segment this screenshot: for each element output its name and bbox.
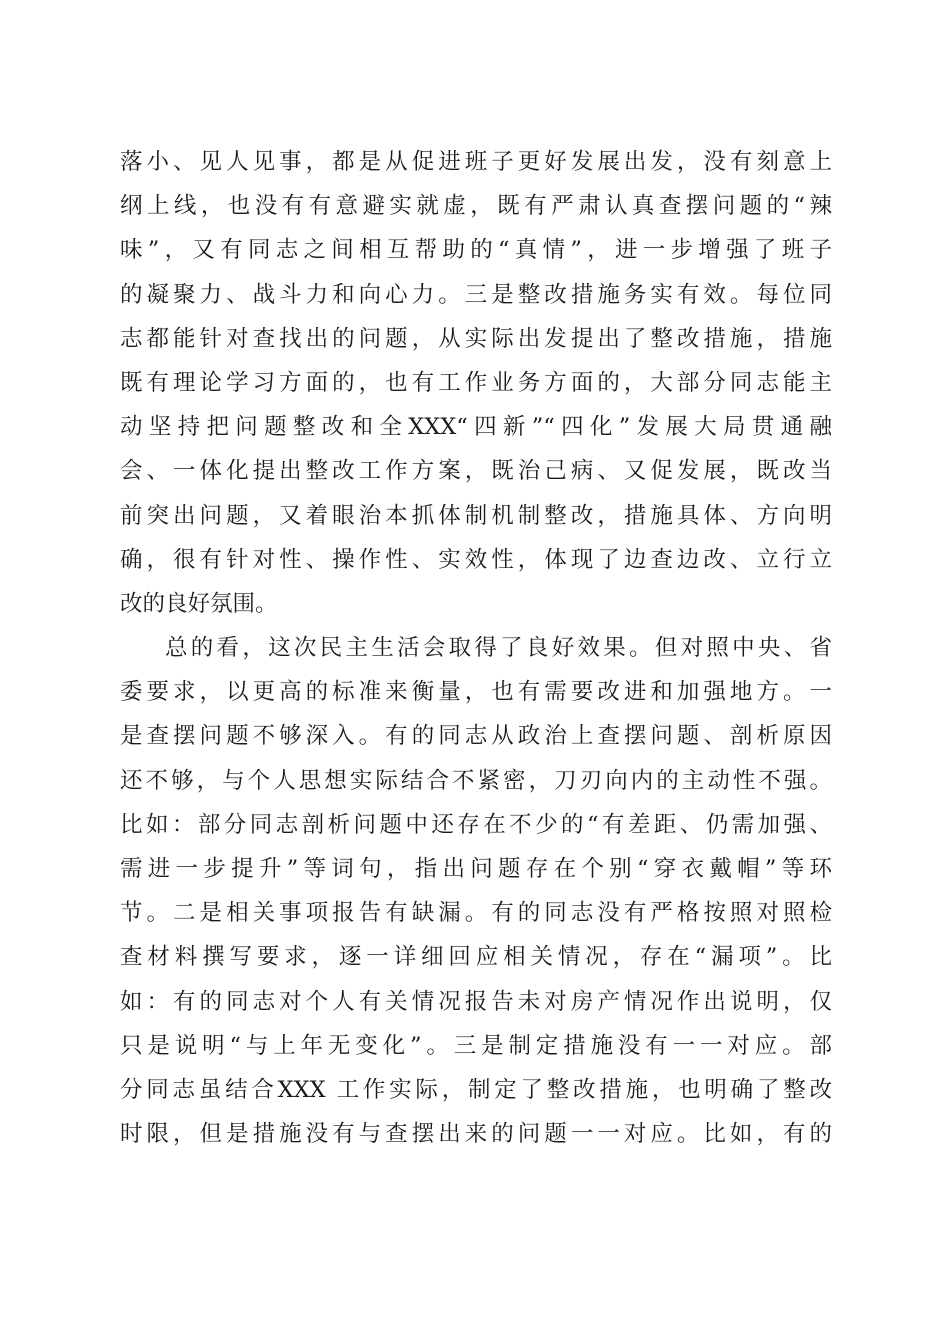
text-line: 还不够，与个人思想实际结合不紧密，刀刃向内的主动性不强。 — [120, 767, 832, 794]
text-line: 会、一体化提出整改工作方案，既治己病、又促发展，既改当 — [120, 458, 832, 485]
text-line: 分同志虽结合XXX 工作实际，制定了整改措施，也明确了整改 — [120, 1076, 832, 1103]
text-line: 比如：部分同志剖析问题中还存在不少的“有差距、仍需加强、 — [120, 811, 832, 838]
text-line: 动坚持把问题整改和全XXX“四新”“四化”发展大局贯通融 — [120, 414, 832, 441]
text-line: 确，很有针对性、操作性、实效性，体现了边查边改、立行立 — [120, 546, 832, 573]
text-line: 味”，又有同志之间相互帮助的“真情”，进一步增强了班子 — [120, 237, 832, 264]
text-line: 只是说明“与上年无变化”。三是制定措施没有一一对应。部 — [120, 1032, 832, 1059]
text-line: 志都能针对查找出的问题，从实际出发提出了整改措施，措施 — [120, 325, 832, 352]
paragraph-1 — [120, 140, 832, 626]
text-line: 如：有的同志对个人有关情况报告未对房产情况作出说明，仅 — [120, 988, 832, 1015]
text-line: 前突出问题，又着眼治本抓体制机制整改，措施具体、方向明 — [120, 502, 832, 529]
text-line: 总的看，这次民主生活会取得了良好效果。但对照中央、省 — [165, 635, 832, 662]
text-line: 委要求，以更高的标准来衡量，也有需要改进和加强地方。一 — [120, 679, 832, 706]
text-line: 既有理论学习方面的，也有工作业务方面的，大部分同志能主 — [120, 369, 832, 396]
text-line: 需进一步提升”等词句，指出问题存在个别“穿衣戴帽”等环 — [120, 856, 832, 882]
text-line: 落小、见人见事，都是从促进班子更好发展出发，没有刻意上 — [120, 149, 832, 175]
text-line: 的凝聚力、战斗力和向心力。三是整改措施务实有效。每位同 — [120, 281, 832, 308]
text-line: 纲上线，也没有有意避实就虚，既有严肃认真查摆问题的“辣 — [120, 193, 832, 220]
document-body — [120, 140, 832, 1156]
text-line: 是查摆问题不够深入。有的同志从政治上查摆问题、剖析原因 — [120, 723, 832, 750]
text-line: 时限，但是措施没有与查摆出来的问题一一对应。比如，有的 — [120, 1121, 832, 1148]
text-line: 查材料撰写要求，逐一详细回应相关情况，存在“漏项”。比 — [120, 944, 832, 971]
text-line: 改的良好氛围。 — [120, 590, 278, 617]
text-line: 节。二是相关事项报告有缺漏。有的同志没有严格按照对照检 — [120, 900, 832, 927]
paragraph-2 — [120, 626, 832, 1156]
